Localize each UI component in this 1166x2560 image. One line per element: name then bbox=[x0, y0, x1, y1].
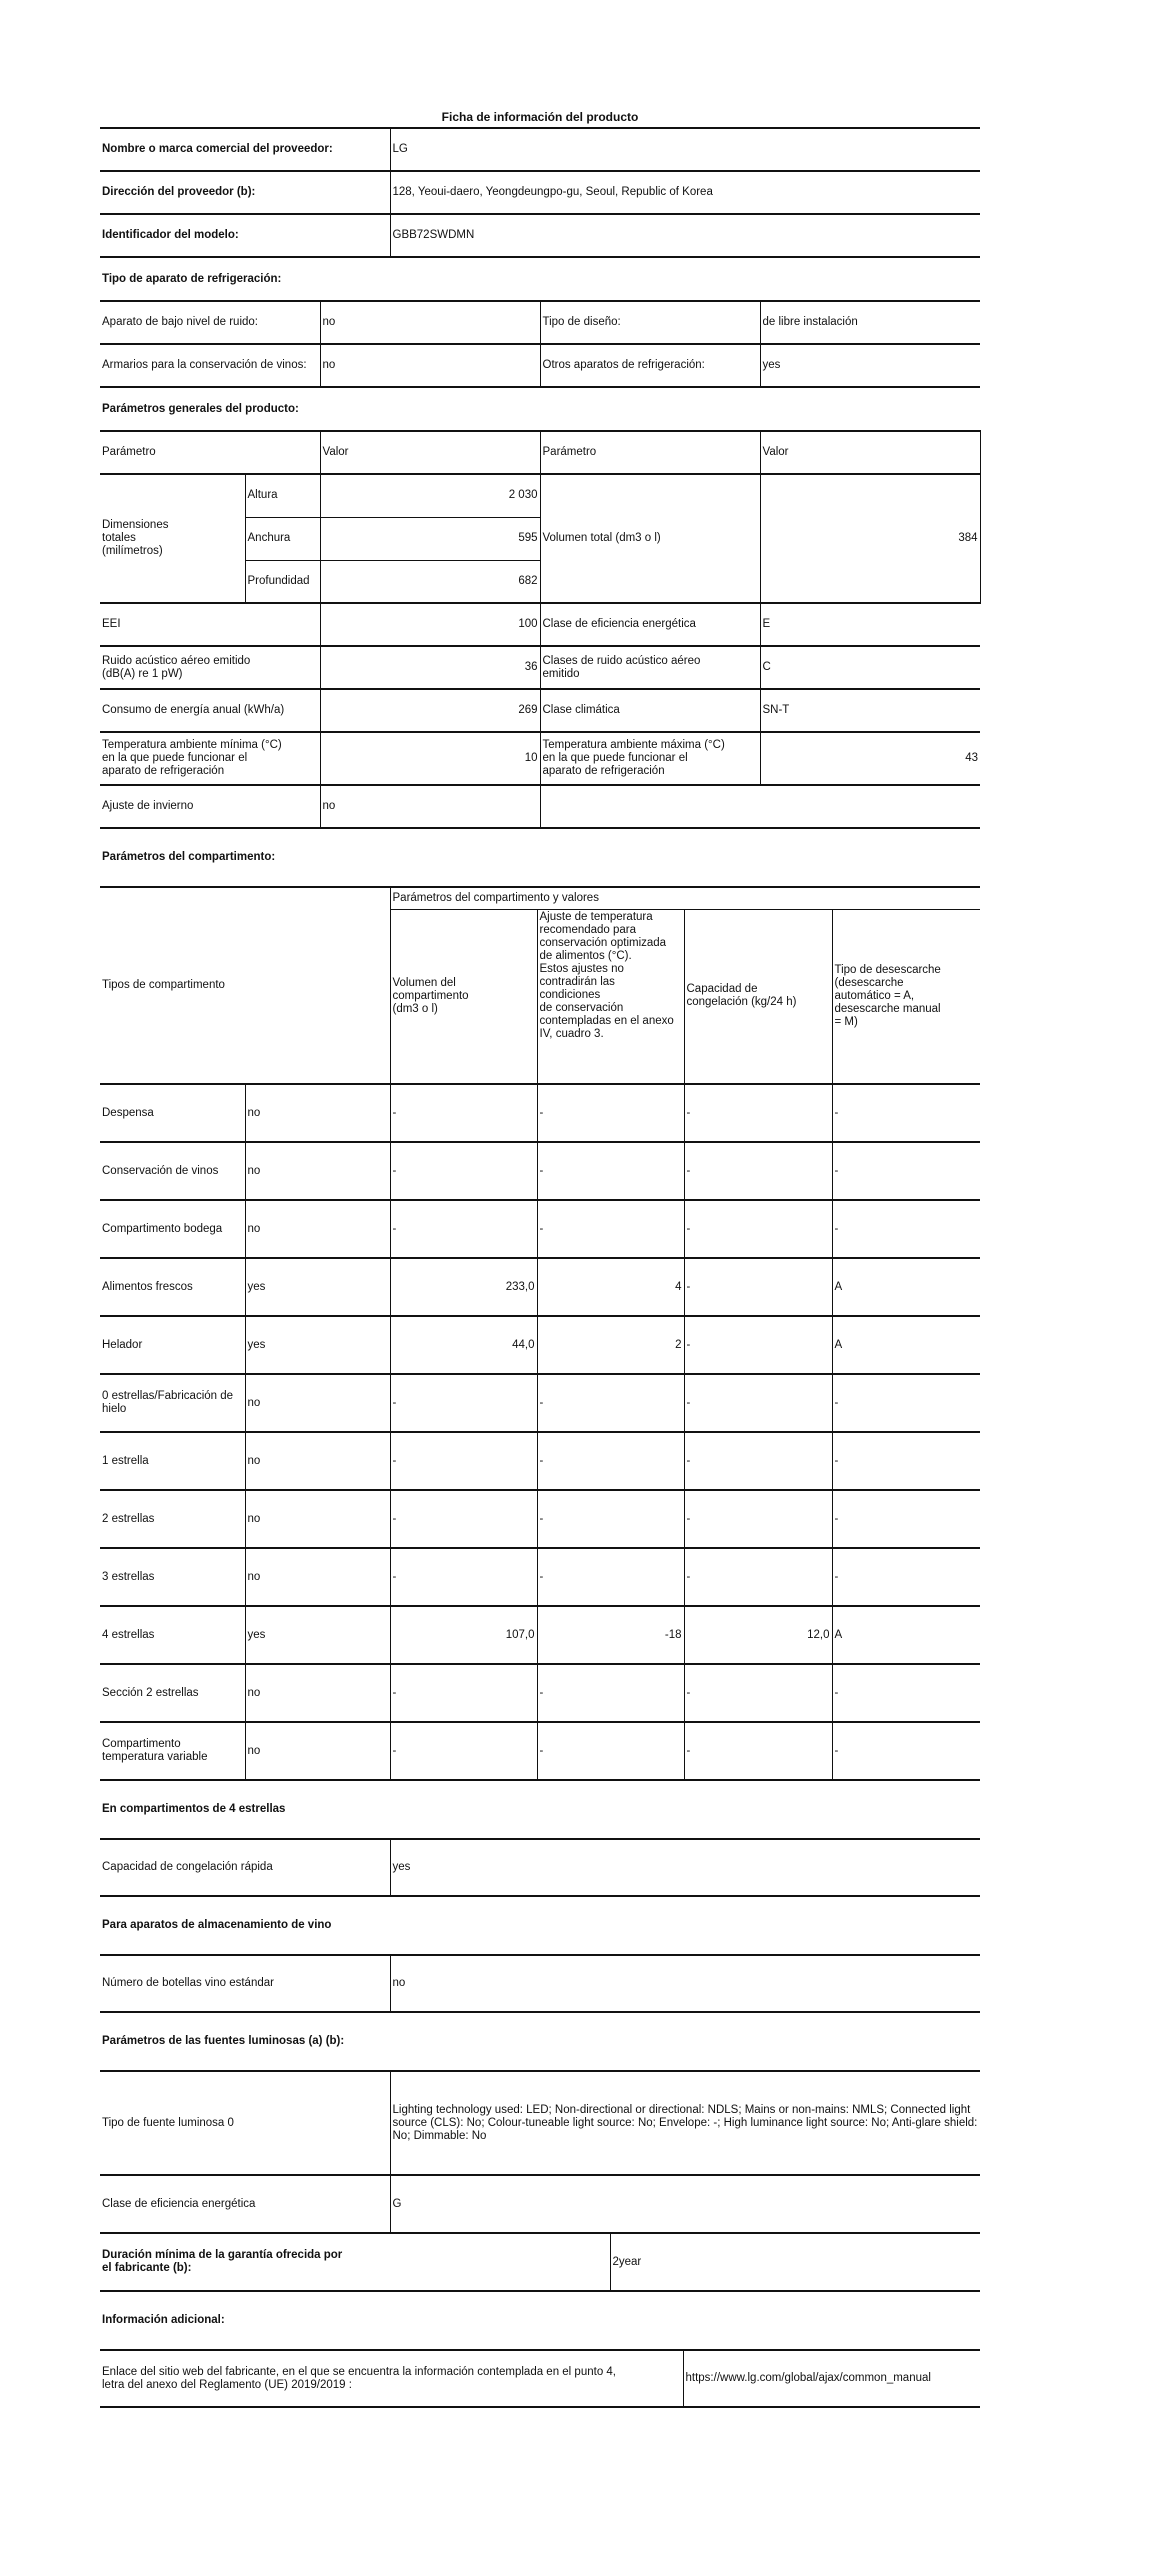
compartment-name: Conservación de vinos bbox=[100, 1142, 245, 1200]
four-star-heading: En compartimentos de 4 estrellas bbox=[102, 1803, 286, 1815]
supplier-table bbox=[100, 127, 980, 258]
compartment-defrost-type: - bbox=[834, 1106, 839, 1119]
compartment-volume: 44,0 bbox=[390, 1316, 537, 1374]
model-identifier-label: Identificador del modelo: bbox=[100, 214, 390, 257]
compartment-freezing-capacity: - bbox=[684, 1722, 832, 1780]
compartment-name: Despensa bbox=[100, 1084, 245, 1142]
compartment-rows bbox=[100, 1084, 980, 1780]
light-energy-class-label: Clase de eficiencia energética bbox=[100, 2175, 390, 2233]
compartment-name: 1 estrella bbox=[100, 1432, 245, 1490]
light-source-type-label: Tipo de fuente luminosa 0 bbox=[100, 2071, 390, 2175]
model-identifier-value: GBB72SWDMN bbox=[392, 229, 475, 241]
eei-label: EEI bbox=[100, 603, 320, 646]
compartment-defrost-type: A bbox=[834, 1338, 843, 1351]
compartment-temperature: - bbox=[537, 1084, 684, 1142]
compartment-freezing-capacity: - bbox=[684, 1374, 832, 1432]
compartment-name: Helador bbox=[100, 1316, 245, 1374]
compartment-row bbox=[100, 1374, 980, 1432]
compartment-present: no bbox=[245, 1490, 390, 1548]
wine-bottles-value: no bbox=[392, 1977, 406, 1989]
compartment-defrost-type: - bbox=[834, 1512, 839, 1525]
compartment-present: yes bbox=[245, 1606, 390, 1664]
depth-value: 682 bbox=[320, 560, 540, 603]
compartment-temperature: - bbox=[537, 1490, 684, 1548]
compartments-table bbox=[100, 829, 980, 1781]
max-temp-value: 43 bbox=[965, 752, 979, 764]
compartment-temperature: - bbox=[537, 1664, 684, 1722]
compartment-volume: - bbox=[390, 1374, 537, 1432]
width-value: 595 bbox=[320, 517, 540, 560]
compartment-name: Alimentos frescos bbox=[100, 1258, 245, 1316]
compartment-row bbox=[100, 1606, 980, 1664]
light-source-table bbox=[100, 2013, 980, 2234]
height-label: Altura bbox=[245, 474, 320, 517]
volume-column-header: Volumen del compartimento (dm3 o l) bbox=[390, 909, 537, 1084]
dimensions-label: Dimensiones totales (milímetros) bbox=[100, 474, 245, 603]
warranty-value: 2year bbox=[612, 2255, 642, 2268]
compartment-temperature: - bbox=[537, 1142, 684, 1200]
compartment-volume: - bbox=[390, 1142, 537, 1200]
compartment-defrost-type: - bbox=[834, 1744, 839, 1757]
energy-class-label: Clase de eficiencia energética bbox=[540, 603, 760, 646]
min-temp-value: 10 bbox=[320, 732, 540, 785]
compartments-heading: Parámetros del compartimento: bbox=[102, 851, 276, 863]
compartment-name: Compartimento bodega bbox=[100, 1200, 245, 1258]
compartment-freezing-capacity: 12,0 bbox=[684, 1606, 832, 1664]
max-temp-label: Temperatura ambiente máxima (°C) en la que puede funcionar el aparato de refrigeración bbox=[540, 732, 760, 785]
wine-heading: Para aparatos de almacenamiento de vino bbox=[102, 1919, 332, 1931]
manufacturer-link-label: Enlace del sitio web del fabricante, en el que se encuentra la información contemplada en el punto 4, letra del anexo del Reglamento (UE) 2019/2019 : bbox=[100, 2350, 683, 2407]
value-column-header: Valor bbox=[320, 431, 540, 474]
defrost-column-header: Tipo de desescarche (desescarche automático = A, desescarche manual = M) bbox=[834, 963, 941, 1028]
compartment-row bbox=[100, 1200, 980, 1258]
appliance-type-table bbox=[100, 258, 980, 388]
compartment-freezing-capacity: - bbox=[684, 1142, 832, 1200]
compartment-name: Compartimento temperatura variable bbox=[100, 1722, 245, 1780]
compartment-name: 0 estrellas/Fabricación de hielo bbox=[100, 1374, 245, 1432]
compartment-name: 4 estrellas bbox=[100, 1606, 245, 1664]
compartment-volume: - bbox=[390, 1722, 537, 1780]
noise-class-label: Clases de ruido acústico aéreo emitido bbox=[540, 646, 760, 689]
low-noise-label: Aparato de bajo nivel de ruido: bbox=[100, 301, 320, 344]
noise-value: 36 bbox=[320, 646, 540, 689]
general-parameters-table bbox=[100, 388, 981, 829]
warranty-table bbox=[100, 2234, 980, 2292]
compartment-temperature: - bbox=[537, 1374, 684, 1432]
compartment-present: no bbox=[245, 1200, 390, 1258]
compartment-row bbox=[100, 1142, 980, 1200]
width-label: Anchura bbox=[245, 517, 320, 560]
wine-cabinet-label: Armarios para la conservación de vinos: bbox=[100, 344, 320, 387]
compartment-present: no bbox=[245, 1664, 390, 1722]
compartment-volume: - bbox=[390, 1664, 537, 1722]
energy-consumption-value: 269 bbox=[320, 689, 540, 732]
compartment-temperature: 4 bbox=[537, 1258, 684, 1316]
compartment-defrost-type: A bbox=[834, 1628, 843, 1641]
additional-info-heading: Información adicional: bbox=[102, 2314, 225, 2326]
supplier-address-value: 128, Yeoui-daero, Yeongdeungpo-gu, Seoul, Republic of Korea bbox=[392, 186, 713, 198]
climate-class-label: Clase climática bbox=[540, 689, 760, 732]
compartment-present: yes bbox=[245, 1316, 390, 1374]
energy-class-value: E bbox=[762, 618, 771, 630]
compartment-name: 3 estrellas bbox=[100, 1548, 245, 1606]
compartment-defrost-type: A bbox=[834, 1280, 843, 1293]
energy-consumption-label: Consumo de energía anual (kWh/a) bbox=[100, 689, 320, 732]
compartment-defrost-type: - bbox=[834, 1570, 839, 1583]
compartment-freezing-capacity: - bbox=[684, 1490, 832, 1548]
compartment-row bbox=[100, 1722, 980, 1780]
compartment-defrost-type: - bbox=[834, 1396, 839, 1409]
compartment-present: no bbox=[245, 1722, 390, 1780]
warranty-label: Duración mínima de la garantía ofrecida por el fabricante (b): bbox=[100, 2234, 610, 2291]
compartment-freezing-capacity: - bbox=[684, 1432, 832, 1490]
compartment-freezing-capacity: - bbox=[684, 1084, 832, 1142]
compartment-present: no bbox=[245, 1084, 390, 1142]
sheet-title: Ficha de información del producto bbox=[441, 110, 639, 124]
compartment-defrost-type: - bbox=[834, 1454, 839, 1467]
compartment-temperature: 2 bbox=[537, 1316, 684, 1374]
value-column-header-2: Valor bbox=[760, 431, 980, 474]
compartment-freezing-capacity: - bbox=[684, 1258, 832, 1316]
winter-setting-label: Ajuste de invierno bbox=[100, 785, 320, 828]
compartment-volume: - bbox=[390, 1432, 537, 1490]
compartment-name: Sección 2 estrellas bbox=[100, 1664, 245, 1722]
design-type-label: Tipo de diseño: bbox=[540, 301, 760, 344]
compartment-temperature: -18 bbox=[537, 1606, 684, 1664]
wine-bottles-label: Número de botellas vino estándar bbox=[100, 1955, 390, 2012]
compartment-defrost-type: - bbox=[834, 1222, 839, 1235]
noise-label: Ruido acústico aéreo emitido (dB(A) re 1 pW) bbox=[100, 646, 320, 689]
temperature-column-header: Ajuste de temperatura recomendado para conservación optimizada de alimentos (°C). Estos ajustes no contradirán las condiciones de conservación contempladas en el anexo IV, cuadro 3. bbox=[537, 909, 684, 1084]
compartment-present: no bbox=[245, 1432, 390, 1490]
compartment-volume: 233,0 bbox=[390, 1258, 537, 1316]
compartment-row bbox=[100, 1084, 980, 1142]
compartment-row bbox=[100, 1432, 980, 1490]
light-energy-class-value: G bbox=[392, 2197, 402, 2210]
four-star-table bbox=[100, 1781, 980, 1897]
compartment-defrost-type: - bbox=[834, 1686, 839, 1699]
compartment-volume: - bbox=[390, 1490, 537, 1548]
height-value: 2 030 bbox=[320, 474, 540, 517]
light-source-heading: Parámetros de las fuentes luminosas (a) (b): bbox=[102, 2035, 345, 2047]
supplier-address-label: Dirección del proveedor (b): bbox=[100, 171, 390, 214]
product-information-sheet bbox=[100, 105, 980, 2408]
compartment-row bbox=[100, 1664, 980, 1722]
compartment-freezing-capacity: - bbox=[684, 1664, 832, 1722]
compartment-row bbox=[100, 1548, 980, 1606]
low-noise-value: no bbox=[320, 301, 540, 344]
compartment-volume: - bbox=[390, 1084, 537, 1142]
additional-info-table bbox=[100, 2292, 980, 2408]
compartment-present: no bbox=[245, 1374, 390, 1432]
compartment-freezing-capacity: - bbox=[684, 1316, 832, 1374]
compartment-group-header: Parámetros del compartimento y valores bbox=[390, 887, 980, 909]
compartment-temperature: - bbox=[537, 1200, 684, 1258]
appliance-type-heading: Tipo de aparato de refrigeración: bbox=[102, 272, 282, 285]
total-volume-label: Volumen total (dm3 o l) bbox=[540, 474, 760, 603]
compartment-volume: 107,0 bbox=[390, 1606, 537, 1664]
compartment-row bbox=[100, 1316, 980, 1374]
compartment-volume: - bbox=[390, 1548, 537, 1606]
compartment-row bbox=[100, 1258, 980, 1316]
eei-value: 100 bbox=[320, 603, 540, 646]
wine-cabinet-value: no bbox=[320, 344, 540, 387]
compartment-present: no bbox=[245, 1548, 390, 1606]
compartment-temperature: - bbox=[537, 1432, 684, 1490]
total-volume-value: 384 bbox=[760, 474, 980, 603]
general-parameters-heading: Parámetros generales del producto: bbox=[102, 402, 299, 415]
fast-freeze-value: yes bbox=[392, 1861, 411, 1873]
climate-class-value: SN-T bbox=[762, 704, 790, 716]
compartment-freezing-capacity: - bbox=[684, 1548, 832, 1606]
compartment-types-header: Tipos de compartimento bbox=[100, 887, 390, 1084]
compartment-temperature: - bbox=[537, 1722, 684, 1780]
wine-table bbox=[100, 1897, 980, 2013]
compartment-temperature: - bbox=[537, 1548, 684, 1606]
compartment-volume: - bbox=[390, 1200, 537, 1258]
compartment-defrost-type: - bbox=[834, 1164, 839, 1177]
winter-setting-value: no bbox=[320, 785, 540, 828]
other-appliance-label: Otros aparatos de refrigeración: bbox=[540, 344, 760, 387]
compartment-present: yes bbox=[245, 1258, 390, 1316]
depth-label: Profundidad bbox=[245, 560, 320, 603]
param-column-header-2: Parámetro bbox=[540, 431, 760, 474]
other-appliance-value: yes bbox=[762, 359, 781, 371]
noise-class-value: C bbox=[762, 661, 771, 673]
supplier-name-value: LG bbox=[392, 143, 408, 155]
compartment-freezing-capacity: - bbox=[684, 1200, 832, 1258]
light-source-type-value: Lighting technology used: LED; Non-directional or directional: NDLS; Mains or non-mains: NMLS; Connected light source (CLS): No; Colour-tuneable light source: No; Envelope: -; High luminance light source: No; Anti-glare shield: No; Dimmable: No bbox=[392, 2103, 978, 2142]
manufacturer-link-value[interactable]: https://www.lg.com/global/ajax/common_manual bbox=[685, 2372, 931, 2384]
param-column-header: Parámetro bbox=[100, 431, 320, 474]
supplier-name-label: Nombre o marca comercial del proveedor: bbox=[100, 128, 390, 171]
compartment-name: 2 estrellas bbox=[100, 1490, 245, 1548]
fast-freeze-label: Capacidad de congelación rápida bbox=[100, 1839, 390, 1896]
min-temp-label: Temperatura ambiente mínima (°C) en la que puede funcionar el aparato de refrigeración bbox=[100, 732, 320, 785]
freezing-column-header: Capacidad de congelación (kg/24 h) bbox=[684, 909, 832, 1084]
compartment-present: no bbox=[245, 1142, 390, 1200]
compartment-row bbox=[100, 1490, 980, 1548]
design-type-value: de libre instalación bbox=[762, 316, 858, 328]
